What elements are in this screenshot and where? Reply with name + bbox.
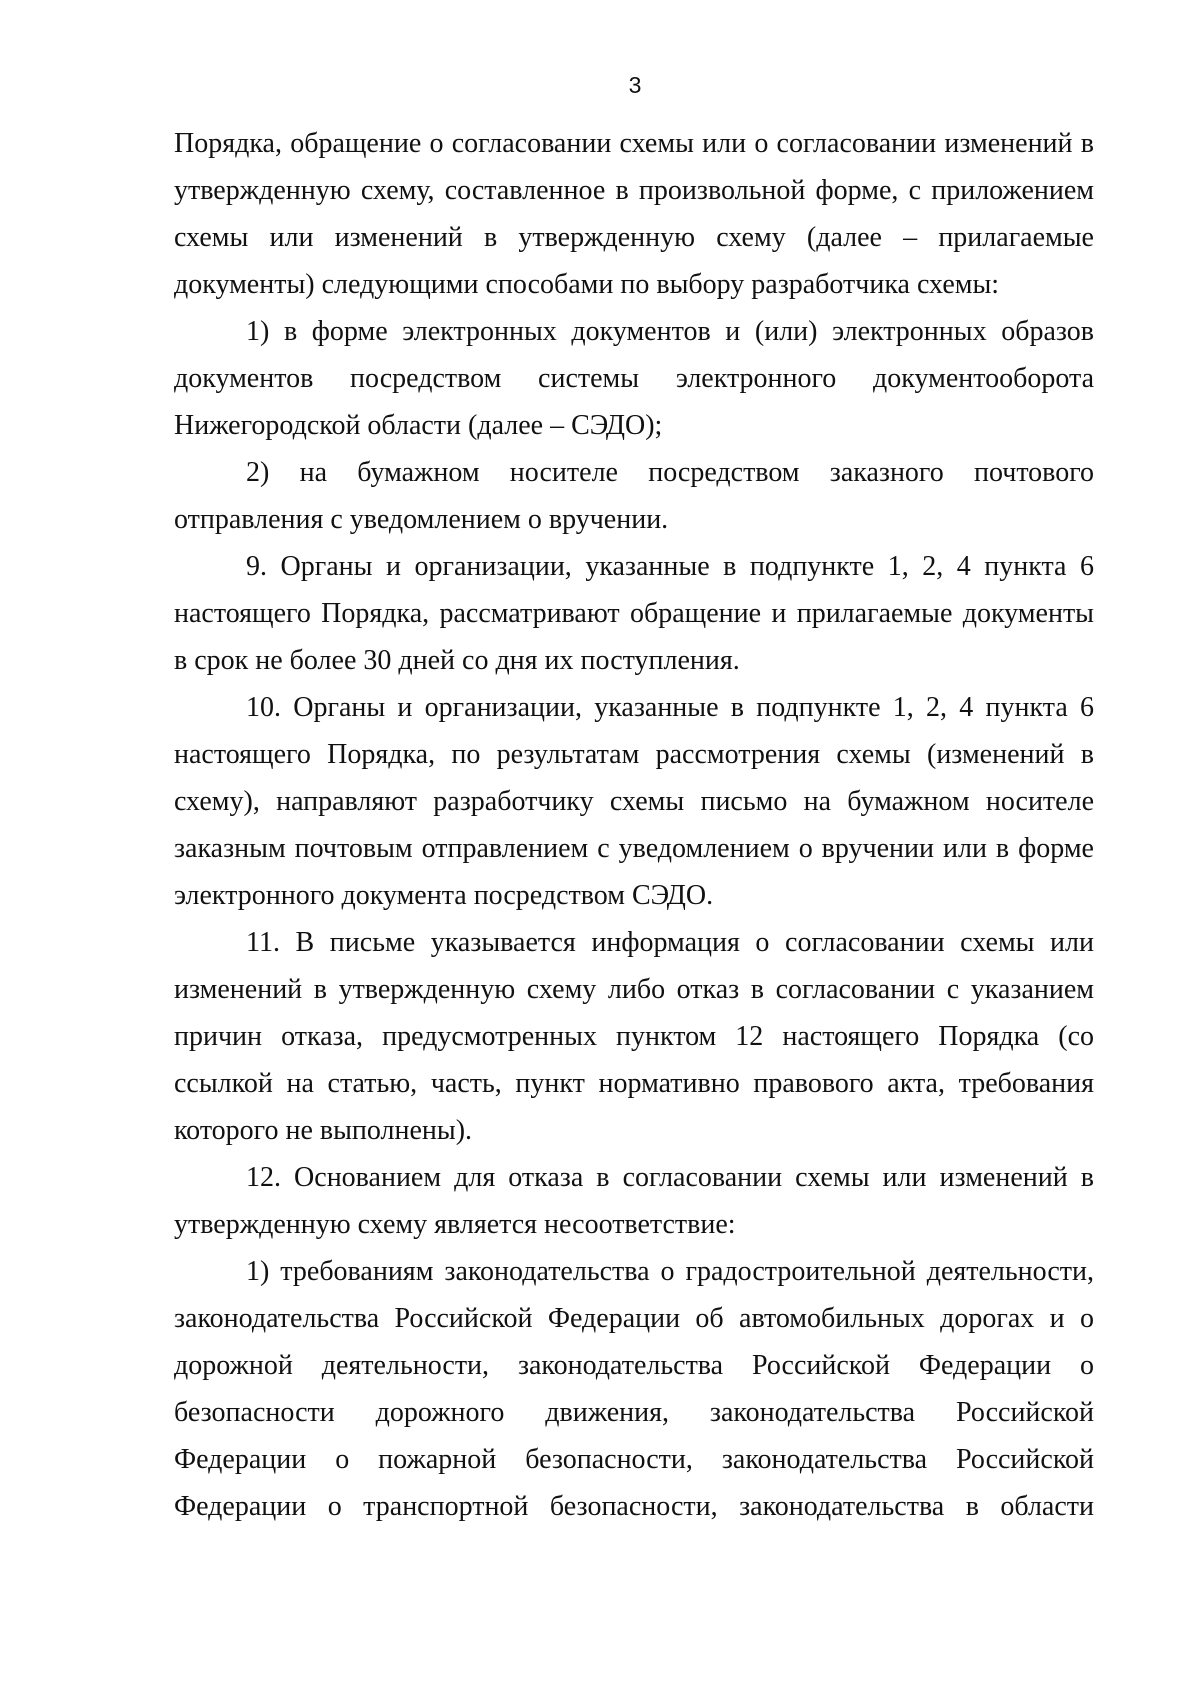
page-number: 3 <box>628 72 642 98</box>
paragraph: 1) в форме электронных документов и (или) электронных образов документов посредством системы электронного документооборота Нижегородской области (далее – СЭДО); <box>174 316 1094 441</box>
paragraph: 11. В письме указывается информация о согласовании схемы или изменений в утвержденную схему либо отказ в согласовании с указанием причин отказа, предусмотренных пунктом 12 настоящего Порядка (со ссылкой на статью, часть, пункт нормативно правового акта, требования которого не выполнены). <box>174 927 1094 1146</box>
document-body <box>174 120 1094 1530</box>
paragraph: 2) на бумажном носителе посредством заказного почтового отправления с уведомлением о вручении. <box>174 457 1094 535</box>
paragraph: 12. Основанием для отказа в согласовании схемы или изменений в утвержденную схему является несоответствие: <box>174 1162 1094 1240</box>
paragraph: 10. Органы и организации, указанные в подпункте 1, 2, 4 пункта 6 настоящего Порядка, по результатам рассмотрения схемы (изменений в схему), направляют разработчику схемы письмо на бумажном носителе заказным почтовым отправлением с уведомлением о вручении или в форме электронного документа посредством СЭДО. <box>174 692 1094 911</box>
paragraph: 9. Органы и организации, указанные в подпункте 1, 2, 4 пункта 6 настоящего Порядка, рассматривают обращение и прилагаемые документы в срок не более 30 дней со дня их поступления. <box>174 551 1094 676</box>
paragraph-last: 1) требованиям законодательства о градостроительной деятельности, законодательства Российской Федерации об автомобильных дорогах и о дорожной деятельности, законодательства Российской Федерации о безопасности дорожного движения, законодательства Российской Федерации о пожарной безопасности, законодательства Российской Федерации о транспортной безопасности, законодательства в области <box>174 1256 1094 1522</box>
paragraph: Порядка, обращение о согласовании схемы или о согласовании изменений в утвержденную схему, составленное в произвольной форме, с приложением схемы или изменений в утвержденную схему (далее – прилагаемые документы) следующими способами по выбору разработчика схемы: <box>174 128 1094 300</box>
